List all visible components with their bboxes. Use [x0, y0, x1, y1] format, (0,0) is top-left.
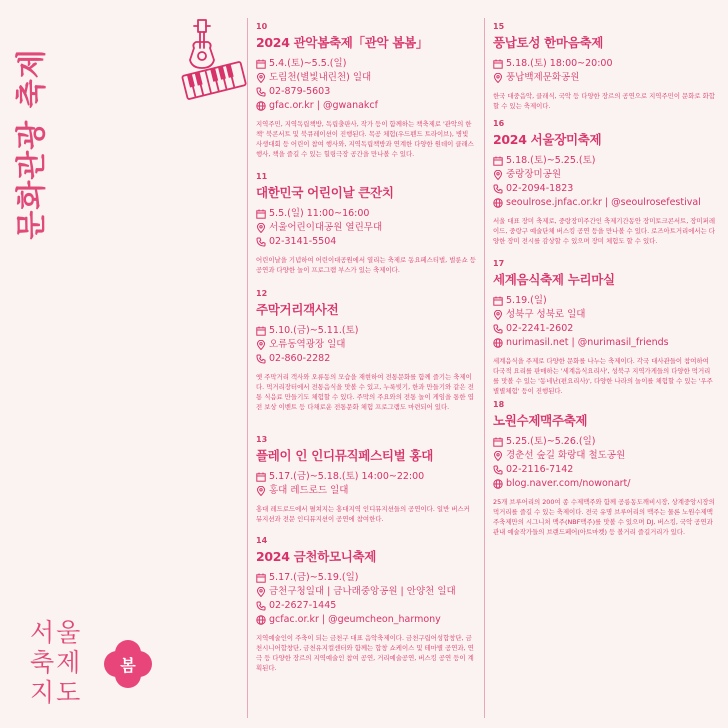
- event-phone: [256, 599, 476, 613]
- event-title: 대한민국 어린이날 큰잔치: [256, 185, 394, 200]
- event-web-text[interactable]: nurimasil.net | @nurimasil_friends: [506, 337, 669, 348]
- logo-line: 축제: [30, 648, 83, 677]
- event-date-text: 5.17.(금)~5.18.(토) 14:00~22:00: [269, 471, 425, 482]
- calendar-icon: [256, 472, 266, 482]
- event-phone-text[interactable]: 02-2094-1823: [506, 183, 574, 194]
- event-item: [493, 259, 715, 400]
- location-pin-icon: [493, 310, 503, 320]
- divider: [484, 18, 485, 718]
- event-phone: [256, 352, 476, 366]
- event-date: [256, 207, 476, 221]
- event-number: 18: [493, 400, 505, 409]
- event-date: [493, 57, 715, 71]
- seoul-festival-map-logo: [30, 618, 140, 718]
- logo-badge-label: 봄: [120, 655, 136, 675]
- location-pin-icon: [493, 170, 503, 180]
- events-column-left: [256, 22, 476, 673]
- event-number: 16: [493, 119, 505, 128]
- page-title-text: 문화관광 축제: [15, 48, 51, 240]
- location-pin-icon: [256, 73, 266, 83]
- event-web: [493, 477, 715, 491]
- event-date-text: 5.19.(일): [506, 295, 547, 306]
- event-date-text: 5.18.(토)~5.25.(토): [506, 155, 596, 166]
- location-pin-icon: [256, 486, 266, 496]
- event-place-text: 홍대 레드로드 일대: [269, 485, 349, 496]
- globe-icon: [256, 101, 266, 111]
- location-pin-icon: [493, 451, 503, 461]
- event-description: 홍대 레드로드에서 펼쳐지는 홍대지역 인디뮤지션들의 공연이다. 일반 버스커 뮤지션과 전문 인디뮤지션이 공연에 참여한다.: [256, 505, 470, 523]
- phone-icon: [493, 324, 503, 334]
- event-place-text: 풍납백제문화공원: [506, 72, 580, 83]
- event-description: 25개 브루어리의 200여 종 수제맥주와 함께 공릉동도깨비시장, 상계중앙시장의 먹거리를 즐길 수 있는 축제이다. 전국 유명 브루어리의 맥주는 물론 노원수제맥주축제만의 시그니처 맥주(NBF맥주)를 맛볼 수 있으며 DJ, 버스킹, 국악 공연과 관내 예술작가들의 브랜드페어(아트마켓) 등 볼거리 즐길거리가 있다.: [493, 498, 715, 536]
- event-title: 2024 금천하모니축제: [256, 549, 377, 564]
- event-phone: [493, 463, 715, 477]
- calendar-icon: [256, 59, 266, 69]
- flower-badge-icon: [104, 640, 152, 688]
- event-date-text: 5.18.(토) 18:00~20:00: [506, 58, 613, 69]
- event-date: [256, 571, 476, 585]
- event-description: 서울 대표 장미 축제로, 중랑장미주간인 축제기간동안 장미토크콘서트, 장미퍼레이드, 중랑구 예술단체 버스킹 공연 등을 만나볼 수 있다. 로즈아트거리에서는 다양한 장미 전시를 감상할 수 있으며 장미 체험도 할 수 있다.: [493, 217, 716, 245]
- event-title: 풍납토성 한마음축제: [493, 35, 604, 50]
- event-place-text: 오류동역광장 일대: [269, 339, 346, 350]
- event-item: [493, 400, 715, 537]
- event-phone-text[interactable]: 02-2627-1445: [269, 600, 337, 611]
- phone-icon: [256, 87, 266, 97]
- location-pin-icon: [256, 340, 266, 350]
- event-item: [256, 536, 476, 673]
- event-phone-text[interactable]: 02-3141-5504: [269, 236, 337, 247]
- event-date: [493, 294, 715, 308]
- event-item: [493, 119, 715, 259]
- event-title: 플레이 인 인디뮤직페스티벌 홍대: [256, 448, 434, 463]
- event-description: 한국 대중음악, 클래식, 국악 등 다양한 장르의 공연으로 지역주민이 문화로 화합할 수 있는 축제이다.: [493, 92, 715, 110]
- event-title: 2024 서울장미축제: [493, 132, 602, 147]
- event-title: 노원수제맥주축제: [493, 413, 588, 428]
- event-place: [256, 71, 476, 85]
- event-web-text[interactable]: gfac.or.kr | @gwanakcf: [269, 100, 378, 111]
- calendar-icon: [493, 59, 503, 69]
- event-web-text[interactable]: blog.naver.com/nowonart/: [506, 478, 631, 489]
- event-title: 세계음식축제 누리마실: [493, 272, 615, 287]
- event-item: [256, 172, 476, 289]
- calendar-icon: [493, 296, 503, 306]
- events-column-right: [493, 22, 715, 537]
- location-pin-icon: [256, 223, 266, 233]
- event-number: 10: [256, 22, 268, 31]
- event-phone: [493, 182, 715, 196]
- phone-icon: [256, 237, 266, 247]
- event-place-text: 중랑장미공원: [506, 169, 562, 180]
- event-place: [493, 168, 715, 182]
- event-item: [493, 22, 715, 119]
- event-item: [256, 22, 476, 172]
- phone-icon: [256, 354, 266, 364]
- event-description: 지역주민, 지역독립책방, 독립출판사, 작가 등이 함께하는 책축제로 '관악의 한책' 북콘서트 및 북큐레이션이 진행된다. 목공 체험(우드펜드 트라이브), 병빛 사생대회 등 어린이 참여 행사와, 지역독립책방과 연계한 다양한 원데이 클래스 행사, 책을 즐길 수 있는 힐링극장 공간을 만나볼 수 있다.: [256, 120, 474, 158]
- divider: [247, 18, 248, 718]
- event-description: 어린이날을 기념하여 어린이대공원에서 열리는 축제로 동요페스티벌, 벌룬쇼 등 공연과 다양한 놀이 프로그램 부스가 있는 축제이다.: [256, 256, 476, 274]
- event-date: [256, 324, 476, 338]
- event-date-text: 5.25.(토)~5.26.(일): [506, 436, 596, 447]
- event-date: [493, 154, 715, 168]
- event-phone-text[interactable]: 02-2116-7142: [506, 464, 574, 475]
- event-place: [256, 585, 476, 599]
- event-place-text: 서울어린이대공원 열린무대: [269, 222, 383, 233]
- globe-icon: [256, 615, 266, 625]
- event-phone-text[interactable]: 02-879-5603: [269, 86, 331, 97]
- event-phone-text[interactable]: 02-860-2282: [269, 353, 331, 364]
- logo-line: 서울: [30, 618, 83, 647]
- event-place-text: 성북구 성북로 일대: [506, 309, 586, 320]
- event-description: 옛 주막거리 객사와 오류동의 모습을 재현하여 전통문화를 함께 즐기는 축제이다. 먹거리장터에서 전통음식을 맛볼 수 있고, 누룩빚기, 한과 만들기와 같은 전통 식음료 만들기도 체험할 수 있다. 주막의 주요와의 전통 놀이 게임을 통한 엽전 보상 이벤트 등 다채로운 전통문화 체험 프로그램도 마련되어 있다.: [256, 373, 474, 411]
- instrument-illustration-icon: [172, 18, 248, 100]
- event-date: [256, 57, 476, 71]
- event-web-text[interactable]: gcfac.or.kr | @geumcheon_harmony: [269, 614, 441, 625]
- page-title: [12, 14, 51, 274]
- event-number: 12: [256, 289, 268, 298]
- event-description: 세계음식을 주제로 다양한 문화를 나누는 축제이다. 각국 대사관들이 참여하여 다국적 요리를 판매하는 '세계음식요리사', 성북구 지역가게들의 다양한 먹거리를 맛볼 수 있는 '동네난(편요리사)', 다양한 나라의 놀이를 체험할 수 있는 '우주별별체험' 등이 진행된다.: [493, 357, 713, 395]
- event-place: [493, 308, 715, 322]
- event-date: [493, 435, 715, 449]
- event-item: [256, 289, 476, 435]
- location-pin-icon: [256, 587, 266, 597]
- event-web: [493, 336, 715, 350]
- event-place-text: 경춘선 숲길 화랑대 철도공원: [506, 450, 626, 461]
- calendar-icon: [493, 437, 503, 447]
- event-description: 지역예술인이 주축이 되는 금천구 대표 음악축제이다. 금천구립어성합창단, 금천시니어합창단, 금천유지컬센터와 함께는 합창 쇼케이스 및 테마별 공연과, 연극 등 다양한 장르의 지역예술인 참여 공연, 거리예술공연, 버스킹 공연 등이 계획된다.: [256, 634, 474, 672]
- logo-text: [30, 618, 82, 708]
- calendar-icon: [493, 156, 503, 166]
- location-pin-icon: [493, 73, 503, 83]
- calendar-icon: [256, 326, 266, 336]
- event-phone: [256, 85, 476, 99]
- event-place: [256, 338, 476, 352]
- phone-icon: [493, 465, 503, 475]
- event-date: [256, 470, 476, 484]
- event-number: 14: [256, 536, 268, 545]
- calendar-icon: [256, 209, 266, 219]
- event-web: [493, 196, 715, 210]
- event-number: 11: [256, 172, 268, 181]
- event-phone: [493, 322, 715, 336]
- event-place: [493, 71, 715, 85]
- event-phone: [256, 235, 476, 249]
- event-item: [256, 435, 476, 536]
- globe-icon: [493, 479, 503, 489]
- event-title: 2024 관악봄축제「관악 봄봄」: [256, 35, 429, 50]
- event-place-text: 금천구청일대 | 금나래중앙공원 | 안양천 일대: [269, 586, 456, 597]
- event-place: [256, 484, 476, 498]
- event-place-text: 도림천(별빛내린천) 일대: [269, 72, 372, 83]
- globe-icon: [493, 198, 503, 208]
- phone-icon: [256, 601, 266, 611]
- event-web-text[interactable]: seoulrose.jnfac.or.kr | @seoulrosefestival: [506, 197, 701, 208]
- event-number: 13: [256, 435, 268, 444]
- event-phone-text[interactable]: 02-2241-2602: [506, 323, 574, 334]
- event-web: [256, 99, 476, 113]
- event-date-text: 5.5.(일) 11:00~16:00: [269, 208, 370, 219]
- event-number: 15: [493, 22, 505, 31]
- event-date-text: 5.17.(금)~5.19.(일): [269, 572, 359, 583]
- event-date-text: 5.10.(금)~5.11.(토): [269, 325, 359, 336]
- event-place: [256, 221, 476, 235]
- event-title: 주막거리객사전: [256, 302, 339, 317]
- event-number: 17: [493, 259, 505, 268]
- globe-icon: [493, 338, 503, 348]
- event-web: [256, 613, 476, 627]
- phone-icon: [493, 184, 503, 194]
- event-place: [493, 449, 715, 463]
- logo-line: 지도: [30, 678, 83, 707]
- event-date-text: 5.4.(토)~5.5.(일): [269, 58, 347, 69]
- calendar-icon: [256, 573, 266, 583]
